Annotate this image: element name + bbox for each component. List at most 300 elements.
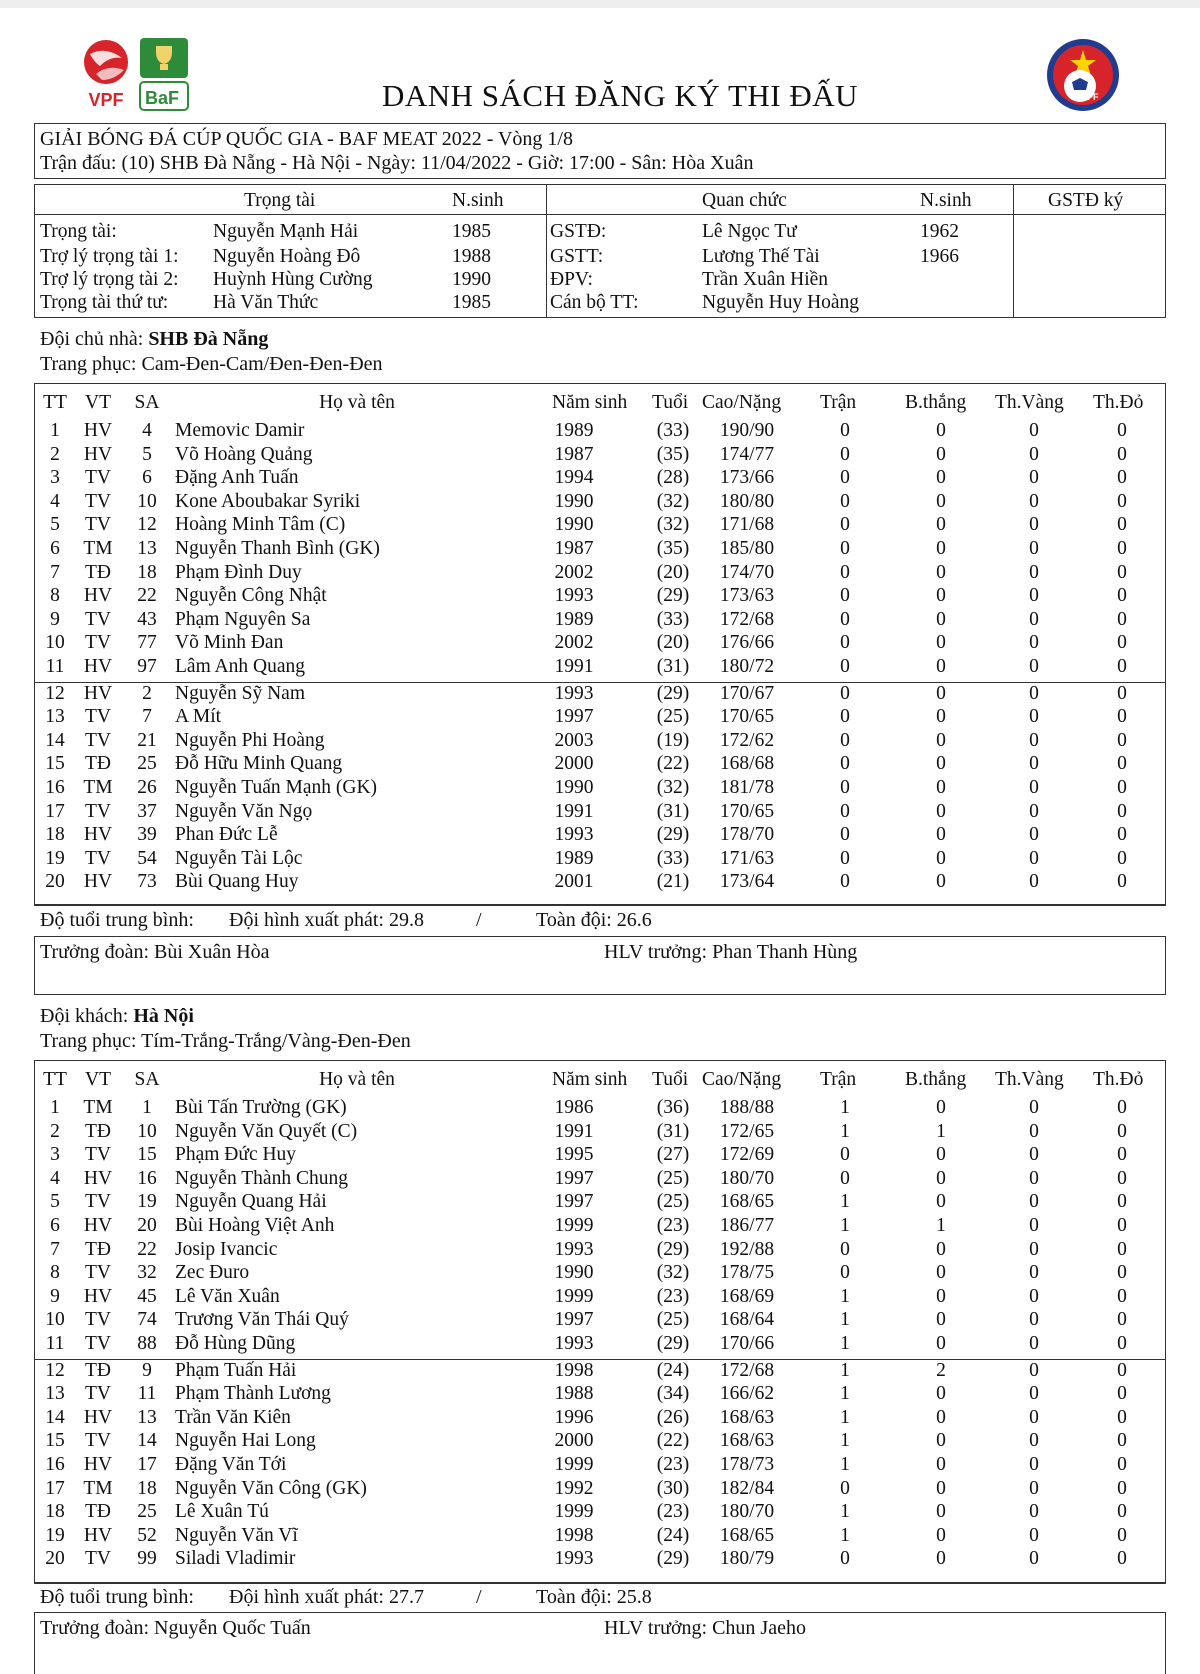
- cell-hw: 168/65: [719, 1524, 775, 1546]
- cell-age: (22): [656, 1430, 690, 1452]
- cell-g: 0: [936, 443, 946, 465]
- cell-vt: HV: [83, 420, 113, 441]
- cell-hw: 170/65: [719, 800, 775, 822]
- cell-r: 0: [1117, 1191, 1127, 1213]
- cell-tt: 16: [45, 777, 65, 798]
- cell-hw: 180/79: [719, 1548, 775, 1570]
- cell-age: (29): [656, 824, 690, 846]
- table-row: [0, 1308, 1200, 1332]
- cell-tt: 11: [45, 1333, 65, 1354]
- cell-r: 0: [1117, 1359, 1127, 1381]
- cell-tt: 17: [45, 1477, 65, 1499]
- table-row: [0, 1359, 1200, 1383]
- cell-year: 1997: [554, 706, 594, 728]
- cell-name: Nguyễn Sỹ Nam: [175, 682, 305, 704]
- cell-sa: 26: [137, 777, 157, 798]
- table-row: [0, 1332, 1200, 1356]
- cell-sa: 21: [137, 729, 157, 751]
- cell-sa: 22: [137, 1238, 157, 1260]
- cell-tt: 19: [45, 847, 65, 869]
- cell-name: Phạm Đình Duy: [175, 561, 302, 583]
- home-team-label: [40, 328, 268, 351]
- cell-hw: 173/63: [719, 585, 775, 607]
- cell-g: 0: [936, 1548, 946, 1570]
- table-row: [0, 584, 1200, 608]
- cell-y: 0: [1029, 1524, 1039, 1546]
- cell-hw: 168/64: [719, 1309, 775, 1331]
- table-row: [0, 513, 1200, 537]
- cell-g: 0: [936, 1191, 946, 1213]
- cell-name: Nguyễn Văn Công (GK): [175, 1477, 367, 1499]
- cell-tt: 4: [50, 1167, 60, 1189]
- cell-name: Đỗ Hùng Dũng: [175, 1333, 296, 1354]
- cell-vt: HV: [83, 1454, 113, 1475]
- cell-age: (31): [656, 1120, 690, 1142]
- cell-y: 0: [1029, 1309, 1039, 1331]
- cell-age: (22): [656, 753, 690, 775]
- cell-r: 0: [1117, 514, 1127, 536]
- cell-age: (20): [656, 561, 690, 583]
- cell-tt: 9: [50, 608, 60, 630]
- cell-age: (31): [656, 656, 690, 677]
- referee-year-header: N.sinh: [452, 190, 504, 211]
- cell-r: 0: [1117, 420, 1127, 441]
- cell-m: 0: [840, 1144, 850, 1166]
- cell-y: 0: [1029, 490, 1039, 512]
- cell-r: 0: [1117, 1383, 1127, 1405]
- cell-name: Nguyễn Tuấn Mạnh (GK): [175, 777, 378, 798]
- column-header-yellow: Th.Vàng: [995, 1069, 1064, 1090]
- cell-y: 0: [1029, 1548, 1039, 1570]
- cell-sa: 74: [137, 1309, 157, 1331]
- cell-sa: 18: [137, 1477, 157, 1499]
- cell-hw: 180/72: [719, 656, 775, 677]
- cell-vt: HV: [83, 824, 113, 846]
- staff-role: GSTT:: [550, 246, 604, 267]
- cell-r: 0: [1117, 1430, 1127, 1452]
- vff-logo-icon: [1044, 36, 1122, 114]
- cell-sa: 88: [137, 1333, 157, 1354]
- cell-g: 0: [936, 1454, 946, 1475]
- cell-y: 0: [1029, 824, 1039, 846]
- cell-hw: 168/65: [719, 1191, 775, 1213]
- table-row: [0, 561, 1200, 585]
- away-avg-slash: /: [476, 1586, 482, 1608]
- cell-g: 0: [936, 632, 946, 654]
- cell-year: 2003: [554, 729, 594, 751]
- official-year-header: N.sinh: [920, 190, 972, 211]
- table-row: [0, 1382, 1200, 1406]
- cell-age: (29): [656, 1548, 690, 1570]
- cell-hw: 185/80: [719, 538, 775, 559]
- table-row: [0, 1261, 1200, 1285]
- cell-year: 1999: [554, 1501, 594, 1523]
- cell-sa: 15: [137, 1144, 157, 1166]
- cell-tt: 7: [50, 1238, 60, 1260]
- cell-y: 0: [1029, 443, 1039, 465]
- cell-name: Josip Ivancic: [175, 1238, 278, 1260]
- cell-hw: 186/77: [719, 1215, 775, 1236]
- cell-g: 0: [936, 800, 946, 822]
- cell-vt: TV: [85, 1333, 111, 1354]
- cell-year: 1998: [554, 1524, 594, 1546]
- official-header: Quan chức: [702, 190, 787, 211]
- cell-vt: TV: [85, 1430, 111, 1452]
- cell-r: 0: [1117, 1548, 1127, 1570]
- cell-age: (26): [656, 1406, 690, 1428]
- cell-vt: TV: [85, 1309, 111, 1331]
- cell-tt: 3: [50, 1144, 60, 1166]
- staff-year: 1966: [920, 246, 959, 267]
- cell-m: 1: [840, 1524, 850, 1546]
- cell-g: 0: [936, 656, 946, 677]
- cell-hw: 168/68: [719, 753, 775, 775]
- cell-tt: 2: [50, 1120, 60, 1142]
- cell-age: (32): [656, 490, 690, 512]
- cell-g: 0: [936, 514, 946, 536]
- cell-y: 0: [1029, 706, 1039, 728]
- cell-age: (23): [656, 1454, 690, 1475]
- cell-age: (25): [656, 1309, 690, 1331]
- cell-vt: TM: [83, 777, 113, 798]
- table-row: [0, 537, 1200, 561]
- cell-sa: 10: [137, 490, 157, 512]
- competition-line: GIẢI BÓNG ĐÁ CÚP QUỐC GIA - BAF MEAT 2022 - Vòng 1/8: [40, 128, 573, 150]
- cell-hw: 166/62: [719, 1383, 775, 1405]
- cell-g: 0: [936, 1262, 946, 1284]
- cell-m: 0: [840, 538, 850, 559]
- top-strip: [0, 0, 1200, 8]
- cell-hw: 182/84: [719, 1477, 775, 1499]
- cell-hw: 178/70: [719, 824, 775, 846]
- cell-hw: 172/69: [719, 1144, 775, 1166]
- cell-g: 0: [936, 824, 946, 846]
- cell-m: 1: [840, 1383, 850, 1405]
- cell-hw: 172/68: [719, 608, 775, 630]
- cell-sa: 18: [137, 561, 157, 583]
- cell-g: 0: [936, 490, 946, 512]
- cell-age: (33): [656, 847, 690, 869]
- cell-y: 0: [1029, 585, 1039, 607]
- cell-hw: 170/67: [719, 682, 775, 704]
- cell-m: 0: [840, 1477, 850, 1499]
- cell-vt: TĐ: [85, 1238, 111, 1260]
- cell-m: 1: [840, 1309, 850, 1331]
- cell-r: 0: [1117, 467, 1127, 489]
- cell-r: 0: [1117, 682, 1127, 704]
- column-header-matches: Trận: [820, 392, 857, 413]
- home-kit: Trang phục: Cam-Đen-Cam/Đen-Đen-Đen: [40, 353, 383, 375]
- cell-sa: 77: [137, 632, 157, 654]
- cell-r: 0: [1117, 1454, 1127, 1475]
- cell-r: 0: [1117, 1215, 1127, 1236]
- referee-role: Trọng tài thứ tư:: [40, 292, 169, 313]
- cell-r: 0: [1117, 1144, 1127, 1166]
- cell-year: 1999: [554, 1215, 594, 1236]
- cell-tt: 9: [50, 1285, 60, 1307]
- staff-role: ĐPV:: [550, 269, 593, 290]
- cell-y: 0: [1029, 871, 1039, 893]
- cell-name: Siladi Vladimir: [175, 1548, 296, 1570]
- cell-tt: 5: [50, 1191, 60, 1213]
- cell-year: 2002: [554, 632, 594, 654]
- cell-tt: 1: [50, 420, 60, 441]
- cell-g: 0: [936, 585, 946, 607]
- cell-vt: HV: [83, 682, 113, 704]
- cell-sa: 12: [137, 514, 157, 536]
- table-row: [0, 608, 1200, 632]
- cell-name: Phạm Đức Huy: [175, 1144, 297, 1166]
- match-line: Trận đấu: (10) SHB Đà Nẵng - Hà Nội - Ngày: 11/04/2022 - Giờ: 17:00 - Sân: Hòa Xuân: [40, 152, 754, 174]
- away-manager: Trưởng đoàn: Nguyễn Quốc Tuấn: [40, 1617, 311, 1639]
- cell-vt: TM: [83, 538, 113, 559]
- cell-m: 0: [840, 706, 850, 728]
- cell-m: 1: [840, 1454, 850, 1475]
- cell-year: 1993: [554, 1548, 594, 1570]
- cell-y: 0: [1029, 1191, 1039, 1213]
- cell-sa: 11: [137, 1383, 157, 1405]
- cell-hw: 168/63: [719, 1406, 775, 1428]
- cell-name: Nguyễn Thành Chung: [175, 1167, 348, 1189]
- cell-age: (25): [656, 1167, 690, 1189]
- home-team-name: SHB Đà Nẵng: [148, 328, 269, 350]
- away-avg-label: Độ tuổi trung bình:: [40, 1586, 194, 1608]
- cell-age: (35): [656, 538, 690, 559]
- table-row: [0, 1190, 1200, 1214]
- home-avg-slash: /: [476, 909, 482, 931]
- cell-name: Lê Văn Xuân: [175, 1285, 280, 1307]
- cell-g: 0: [936, 729, 946, 751]
- staff-role: Cán bộ TT:: [550, 292, 639, 313]
- cell-m: 1: [840, 1191, 850, 1213]
- cell-sa: 97: [137, 656, 157, 677]
- cell-m: 0: [840, 800, 850, 822]
- column-header-hw: Cao/Nặng: [702, 392, 782, 413]
- column-header-matches: Trận: [820, 1069, 857, 1090]
- cell-vt: TV: [85, 490, 111, 512]
- cell-year: 1990: [554, 514, 594, 536]
- cell-tt: 6: [50, 538, 60, 559]
- cell-tt: 14: [45, 1406, 65, 1428]
- column-header-tt: TT: [43, 392, 67, 413]
- cell-sa: 99: [137, 1548, 157, 1570]
- table-row: [0, 1238, 1200, 1262]
- cell-vt: TĐ: [85, 1501, 111, 1523]
- cell-name: Memovic Damir: [175, 420, 305, 441]
- cell-sa: 43: [137, 608, 157, 630]
- cell-sa: 54: [137, 847, 157, 869]
- home-manager: Trưởng đoàn: Bùi Xuân Hòa: [40, 941, 270, 963]
- cell-name: Võ Hoàng Quảng: [175, 443, 313, 465]
- cell-y: 0: [1029, 1359, 1039, 1381]
- home-footer-line: [34, 904, 1166, 905]
- cell-year: 1997: [554, 1309, 594, 1331]
- cell-vt: HV: [83, 871, 113, 893]
- referee-role: Trợ lý trọng tài 1:: [40, 246, 179, 267]
- cell-g: 0: [936, 1477, 946, 1499]
- cell-m: 0: [840, 847, 850, 869]
- cell-name: Nguyễn Văn Vĩ: [175, 1524, 298, 1546]
- cell-g: 0: [936, 420, 946, 441]
- cell-year: 1993: [554, 1333, 594, 1354]
- cell-vt: TM: [83, 1097, 113, 1118]
- cell-hw: 173/64: [719, 871, 775, 893]
- cell-r: 0: [1117, 1333, 1127, 1354]
- cell-hw: 168/63: [719, 1430, 775, 1452]
- cell-sa: 9: [142, 1359, 152, 1381]
- cell-year: 1987: [554, 443, 594, 465]
- cell-age: (36): [656, 1097, 690, 1118]
- table-row: [0, 847, 1200, 871]
- cell-name: Nguyễn Công Nhật: [175, 585, 327, 607]
- table-row: [0, 776, 1200, 800]
- cell-year: 1991: [554, 800, 594, 822]
- cell-r: 0: [1117, 490, 1127, 512]
- referee-name: Nguyễn Mạnh Hải: [213, 221, 359, 242]
- referee-year: 1985: [452, 221, 491, 242]
- cell-m: 0: [840, 777, 850, 798]
- cell-y: 0: [1029, 1285, 1039, 1307]
- column-header-age: Tuổi: [652, 392, 689, 413]
- cell-hw: 180/70: [719, 1501, 775, 1523]
- cell-g: 0: [936, 1524, 946, 1546]
- cell-y: 0: [1029, 1167, 1039, 1189]
- column-header-year: Năm sinh: [552, 392, 628, 413]
- cell-g: 0: [936, 538, 946, 559]
- cell-name: Phạm Thành Lương: [175, 1383, 331, 1405]
- cell-name: Phan Đức Lễ: [175, 824, 278, 846]
- cell-vt: TV: [85, 514, 111, 536]
- cell-vt: TĐ: [85, 753, 111, 775]
- cell-g: 0: [936, 1144, 946, 1166]
- cell-hw: 172/65: [719, 1120, 775, 1142]
- cell-vt: TĐ: [85, 561, 111, 583]
- cell-sa: 52: [137, 1524, 157, 1546]
- column-header-vt: VT: [85, 1069, 111, 1090]
- cell-sa: 13: [137, 1406, 157, 1428]
- cell-g: 0: [936, 1285, 946, 1307]
- cell-vt: HV: [83, 1215, 113, 1236]
- home-avg-start: Đội hình xuất phát: 29.8: [229, 909, 424, 931]
- cell-sa: 17: [137, 1454, 157, 1475]
- cell-m: 0: [840, 1262, 850, 1284]
- cell-vt: TV: [85, 1383, 111, 1405]
- cell-y: 0: [1029, 800, 1039, 822]
- cell-year: 1994: [554, 467, 594, 489]
- cell-sa: 1: [142, 1097, 152, 1118]
- cell-g: 0: [936, 1501, 946, 1523]
- cell-m: 1: [840, 1285, 850, 1307]
- cell-sa: 39: [137, 824, 157, 846]
- cell-tt: 15: [45, 753, 65, 775]
- cell-name: Đặng Anh Tuấn: [175, 467, 299, 489]
- cell-name: Phạm Tuấn Hải: [175, 1359, 297, 1381]
- cell-g: 0: [936, 777, 946, 798]
- cell-year: 2001: [554, 871, 594, 893]
- cell-tt: 20: [45, 1548, 65, 1570]
- cell-tt: 4: [50, 490, 60, 512]
- cell-age: (23): [656, 1501, 690, 1523]
- staff-name: Trần Xuân Hiền: [702, 269, 829, 290]
- cell-m: 1: [840, 1406, 850, 1428]
- cell-g: 0: [936, 706, 946, 728]
- cell-vt: TV: [85, 706, 111, 728]
- cell-r: 0: [1117, 1238, 1127, 1260]
- cell-y: 0: [1029, 608, 1039, 630]
- referee-role: Trọng tài:: [40, 221, 117, 242]
- cell-tt: 5: [50, 514, 60, 536]
- cell-year: 1991: [554, 656, 594, 677]
- cell-hw: 178/75: [719, 1262, 775, 1284]
- cell-sa: 45: [137, 1285, 157, 1307]
- cell-sa: 37: [137, 800, 157, 822]
- cell-tt: 1: [50, 1097, 60, 1118]
- cell-age: (34): [656, 1383, 690, 1405]
- away-avg-start: Đội hình xuất phát: 27.7: [229, 1586, 424, 1608]
- cell-sa: 6: [142, 467, 152, 489]
- table-row: [0, 443, 1200, 467]
- cell-tt: 8: [50, 585, 60, 607]
- cell-g: 0: [936, 608, 946, 630]
- cell-name: Nguyễn Văn Quyết (C): [175, 1120, 358, 1142]
- cell-hw: 180/70: [719, 1167, 775, 1189]
- cell-year: 2000: [554, 753, 594, 775]
- cell-m: 0: [840, 753, 850, 775]
- cell-age: (35): [656, 443, 690, 465]
- cell-hw: 174/77: [719, 443, 775, 465]
- cell-age: (33): [656, 608, 690, 630]
- cell-m: 0: [840, 608, 850, 630]
- cell-sa: 25: [137, 1501, 157, 1523]
- cell-sa: 20: [137, 1215, 157, 1236]
- away-sub-divider: [34, 1359, 1166, 1360]
- cell-sa: 19: [137, 1191, 157, 1213]
- cell-r: 0: [1117, 443, 1127, 465]
- cell-r: 0: [1117, 561, 1127, 583]
- cell-tt: 8: [50, 1262, 60, 1284]
- cell-name: Bùi Quang Huy: [175, 871, 299, 893]
- cell-sa: 25: [137, 753, 157, 775]
- cell-name: Trần Văn Kiên: [175, 1406, 291, 1428]
- cell-age: (23): [656, 1215, 690, 1236]
- cell-g: 0: [936, 1333, 946, 1354]
- cell-name: Hoàng Minh Tâm (C): [175, 514, 346, 536]
- cell-year: 1991: [554, 1120, 594, 1142]
- cell-year: 1990: [554, 777, 594, 798]
- column-header-sa: SA: [134, 1069, 160, 1090]
- cell-y: 0: [1029, 514, 1039, 536]
- cell-age: (32): [656, 514, 690, 536]
- referee-name: Huỳnh Hùng Cường: [213, 269, 373, 290]
- table-row: [0, 1453, 1200, 1477]
- cell-vt: TV: [85, 800, 111, 822]
- cell-m: 1: [840, 1501, 850, 1523]
- cell-g: 0: [936, 1430, 946, 1452]
- cell-sa: 32: [137, 1262, 157, 1284]
- cell-name: Lâm Anh Quang: [175, 656, 305, 677]
- cell-vt: TV: [85, 847, 111, 869]
- cell-m: 0: [840, 682, 850, 704]
- cell-tt: 18: [45, 1501, 65, 1523]
- table-row: [0, 800, 1200, 824]
- cell-vt: TV: [85, 1144, 111, 1166]
- cell-y: 0: [1029, 1406, 1039, 1428]
- table-row: [0, 870, 1200, 894]
- cell-year: 1990: [554, 1262, 594, 1284]
- referee-header: Trọng tài: [244, 190, 316, 211]
- cell-sa: 10: [137, 1120, 157, 1142]
- cell-r: 0: [1117, 1097, 1127, 1118]
